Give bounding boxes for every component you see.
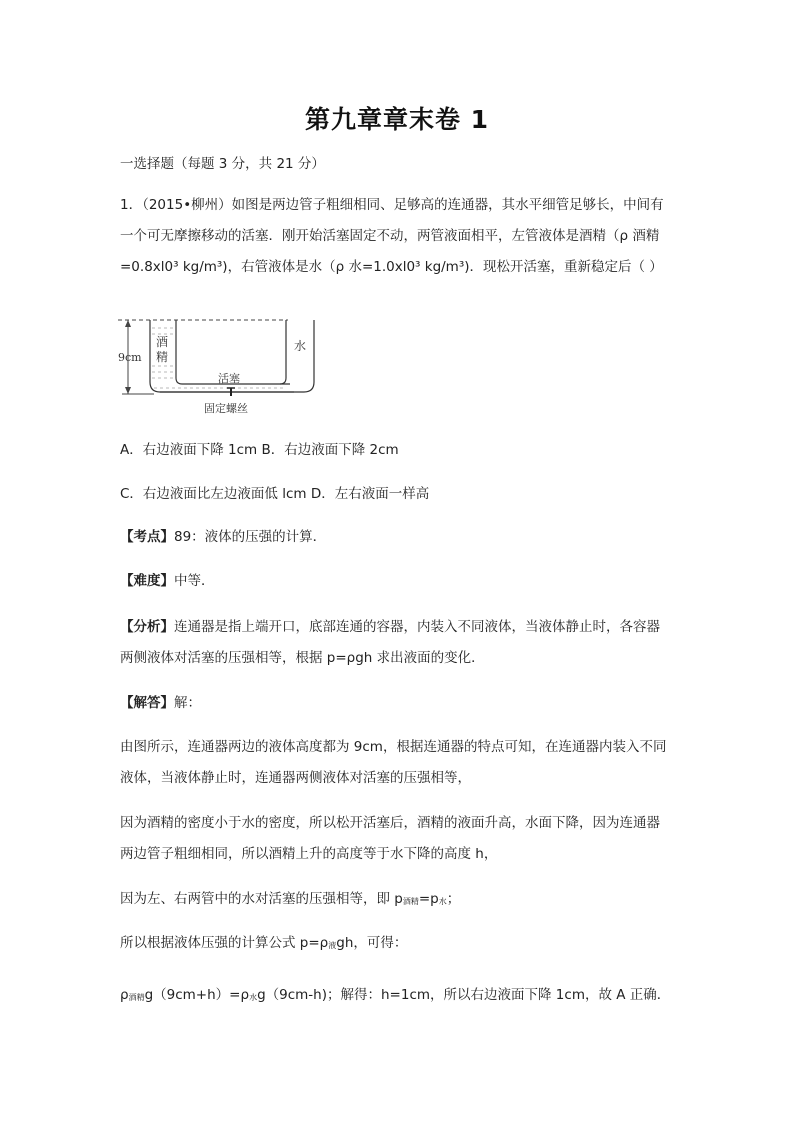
options-ab: A．右边液面下降 1cm B．右边液面下降 2cm bbox=[120, 442, 399, 458]
para4-sub: 液 bbox=[328, 941, 337, 950]
para5-pre: ρ bbox=[120, 987, 129, 1003]
jieda-text: 解： bbox=[174, 695, 201, 711]
para3-pre: 因为左、右两管中的水对活塞的压强相等，即 p bbox=[120, 891, 403, 907]
piston-label: 活塞 bbox=[218, 372, 240, 385]
para5-post: g（9cm-h)；解得：h=1cm，所以右边液面下降 1cm，故 A 正确． bbox=[257, 987, 671, 1003]
para3-post: ； bbox=[446, 891, 461, 907]
left-liquid-label-1: 酒 bbox=[156, 335, 169, 349]
kaodian-text: 89：液体的压强的计算． bbox=[174, 529, 327, 545]
fenxi-line-2: 两侧液体对活塞的压强相等，根据 p=ρgh 求出液面的变化． bbox=[120, 650, 485, 666]
para2-line-1: 因为酒精的密度小于水的密度，所以松开活塞后，酒精的液面升高，水面下降，因为连通器 bbox=[120, 815, 660, 831]
height-label: 9cm bbox=[118, 351, 142, 364]
para5-line bbox=[120, 985, 670, 1008]
kaodian-line bbox=[120, 527, 326, 547]
kaodian-label: 【考点】 bbox=[120, 529, 174, 545]
jieda-line bbox=[120, 693, 201, 713]
screw-label: 固定螺丝 bbox=[204, 402, 248, 415]
para3-mid: =p bbox=[418, 891, 439, 907]
u-tube-figure bbox=[118, 308, 307, 420]
options-cd: C．右边液面比左边液面低 lcm D．左右液面一样高 bbox=[120, 486, 430, 502]
nandu-line bbox=[120, 571, 215, 591]
para5-sub-1: 酒精 bbox=[128, 993, 145, 1002]
section-heading: 一选择题（每题 3 分，共 21 分） bbox=[120, 156, 325, 172]
question-line-3: =0.8xl0³ kg/m³)，右管液体是水（ρ 水=1.0xl0³ kg/m³)．现松开活塞，重新稳定后（ ） bbox=[120, 259, 663, 275]
nandu-text: 中等． bbox=[174, 573, 215, 589]
nandu-label: 【难度】 bbox=[120, 573, 174, 589]
para4-post: gh，可得： bbox=[336, 935, 408, 951]
para2-line-2: 两边管子粗细相同，所以酒精上升的高度等于水下降的高度 h， bbox=[120, 846, 498, 862]
para3-line bbox=[120, 889, 460, 912]
right-liquid-label: 水 bbox=[294, 339, 307, 353]
para1-line-2: 液体，当液体静止时，连通器两侧液体对活塞的压强相等， bbox=[120, 770, 471, 786]
question-line-2: 一个可无摩擦移动的活塞．刚开始活塞固定不动，两管液面相平，左管液体是酒精（ρ 酒精 bbox=[120, 228, 660, 244]
fenxi-label: 【分析】 bbox=[120, 619, 174, 635]
left-liquid-label-2: 精 bbox=[156, 350, 169, 364]
question-line-1: 1．（2015•柳州）如图是两边管子粗细相同、足够高的连通器，其水平细管足够长，中间有 bbox=[120, 197, 664, 213]
para1-line-1: 由图所示，连通器两边的液体高度都为 9cm，根据连通器的特点可知，在连通器内装入不同 bbox=[120, 739, 667, 755]
para3-sub-1: 酒精 bbox=[402, 897, 419, 906]
para4-line bbox=[120, 933, 407, 956]
para3-sub-2: 水 bbox=[438, 897, 447, 906]
jieda-label: 【解答】 bbox=[120, 695, 174, 711]
para5-mid-1: g（9cm+h）=ρ bbox=[144, 987, 250, 1003]
page-title: 第九章章末卷 1 bbox=[304, 105, 490, 134]
para4-pre: 所以根据液体压强的计算公式 p=ρ bbox=[120, 935, 329, 951]
para5-sub-2: 水 bbox=[249, 993, 258, 1002]
fenxi-text-1: 连通器是指上端开口，底部连通的容器，内装入不同液体，当液体静止时，各容器 bbox=[174, 619, 660, 635]
fenxi-line-1 bbox=[120, 617, 660, 637]
